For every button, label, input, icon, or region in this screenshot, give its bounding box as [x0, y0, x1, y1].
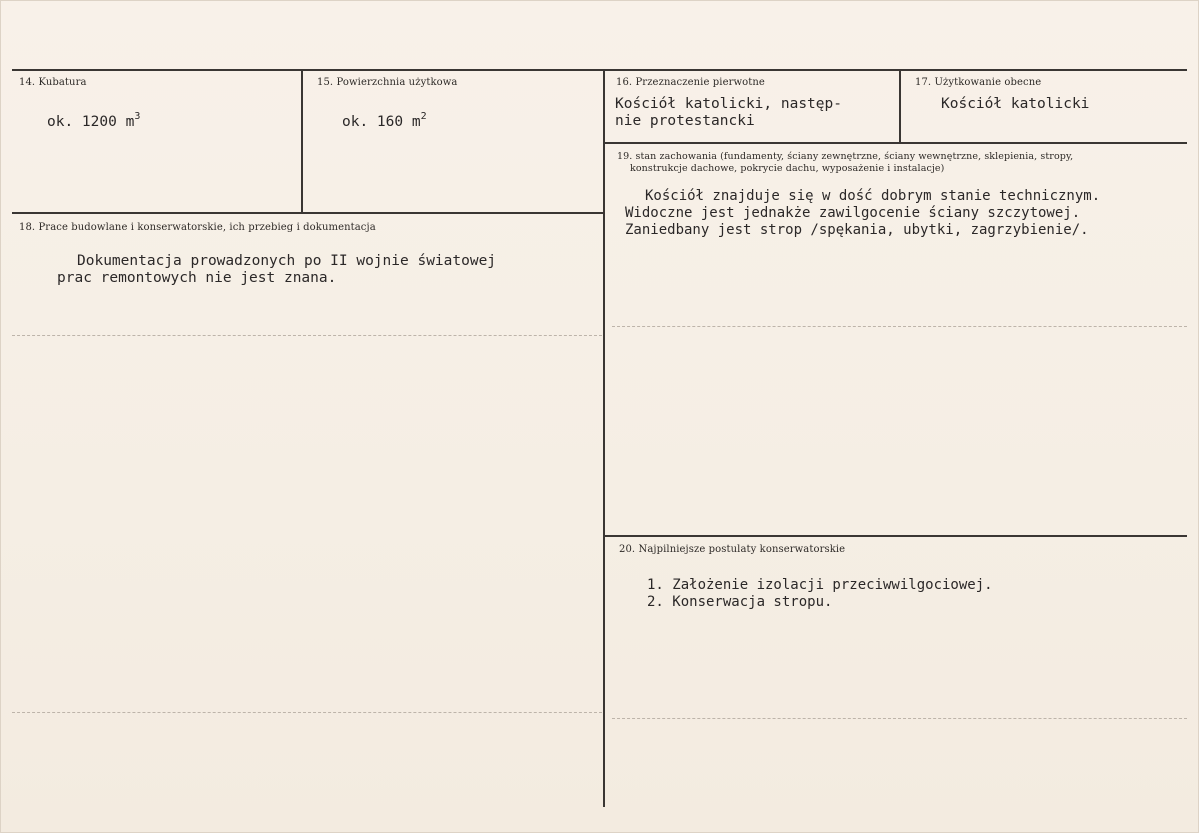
field-20-item-2: 2. Konserwacja stropu.: [647, 594, 833, 610]
divider-16-17: [899, 70, 901, 142]
top-rule: [12, 69, 1187, 71]
field-15-label: 15. Powierzchnia użytkowa: [317, 77, 458, 88]
field-19-value-line3: Zaniedbany jest strop /spękania, ubytki, zagrzybienie/.: [625, 222, 1089, 238]
field-17-value: Kościół katolicki: [941, 96, 1090, 112]
field-14-label: 14. Kubatura: [19, 77, 87, 88]
field-16-label: 16. Przeznaczenie pierwotne: [616, 77, 765, 88]
field-14-value: ok. 1200 $m^3$: [47, 111, 141, 130]
field-16-value-line1: Kościół katolicki, następ-: [615, 96, 842, 112]
field-17-label: 17. Użytkowanie obecne: [915, 77, 1042, 88]
field-19-label-line1: 19. stan zachowania (fundamenty, ściany zewnętrzne, ściany wewnętrzne, sklepienia, stropy,: [617, 151, 1074, 162]
field-19-value-line1: Kościół znajduje się w dość dobrym stanie technicznym.: [645, 188, 1101, 204]
guide-line: [612, 718, 1187, 719]
field-19-label-line2: konstrukcje dachowe, pokrycie dachu, wyposażenie i instalacje): [630, 163, 945, 174]
field-18-label: 18. Prace budowlane i konserwatorskie, ich przebieg i dokumentacja: [19, 222, 376, 233]
field-19-value-line2: Widoczne jest jednakże zawilgocenie ściany szczytowej.: [625, 205, 1081, 221]
rule-under-19: [604, 535, 1187, 537]
divider-15-16: [603, 70, 605, 807]
rule-under-16-17: [604, 142, 1187, 144]
rule-under-14-15: [12, 212, 604, 214]
field-15-value: ok. 160 $m^2$: [342, 111, 427, 130]
guide-line: [12, 335, 602, 336]
divider-14-15: [301, 70, 303, 212]
field-20-item-1: 1. Założenie izolacji przeciwwilgociowej.: [647, 577, 993, 593]
field-18-value-line1: Dokumentacja prowadzonych po II wojnie światowej: [77, 253, 497, 269]
field-20-label: 20. Najpilniejsze postulaty konserwatorskie: [619, 544, 846, 555]
field-18-value-line2: prac remontowych nie jest znana.: [57, 270, 337, 286]
field-16-value-line2: nie protestancki: [615, 113, 755, 129]
guide-line: [612, 326, 1187, 327]
guide-line: [12, 712, 602, 713]
